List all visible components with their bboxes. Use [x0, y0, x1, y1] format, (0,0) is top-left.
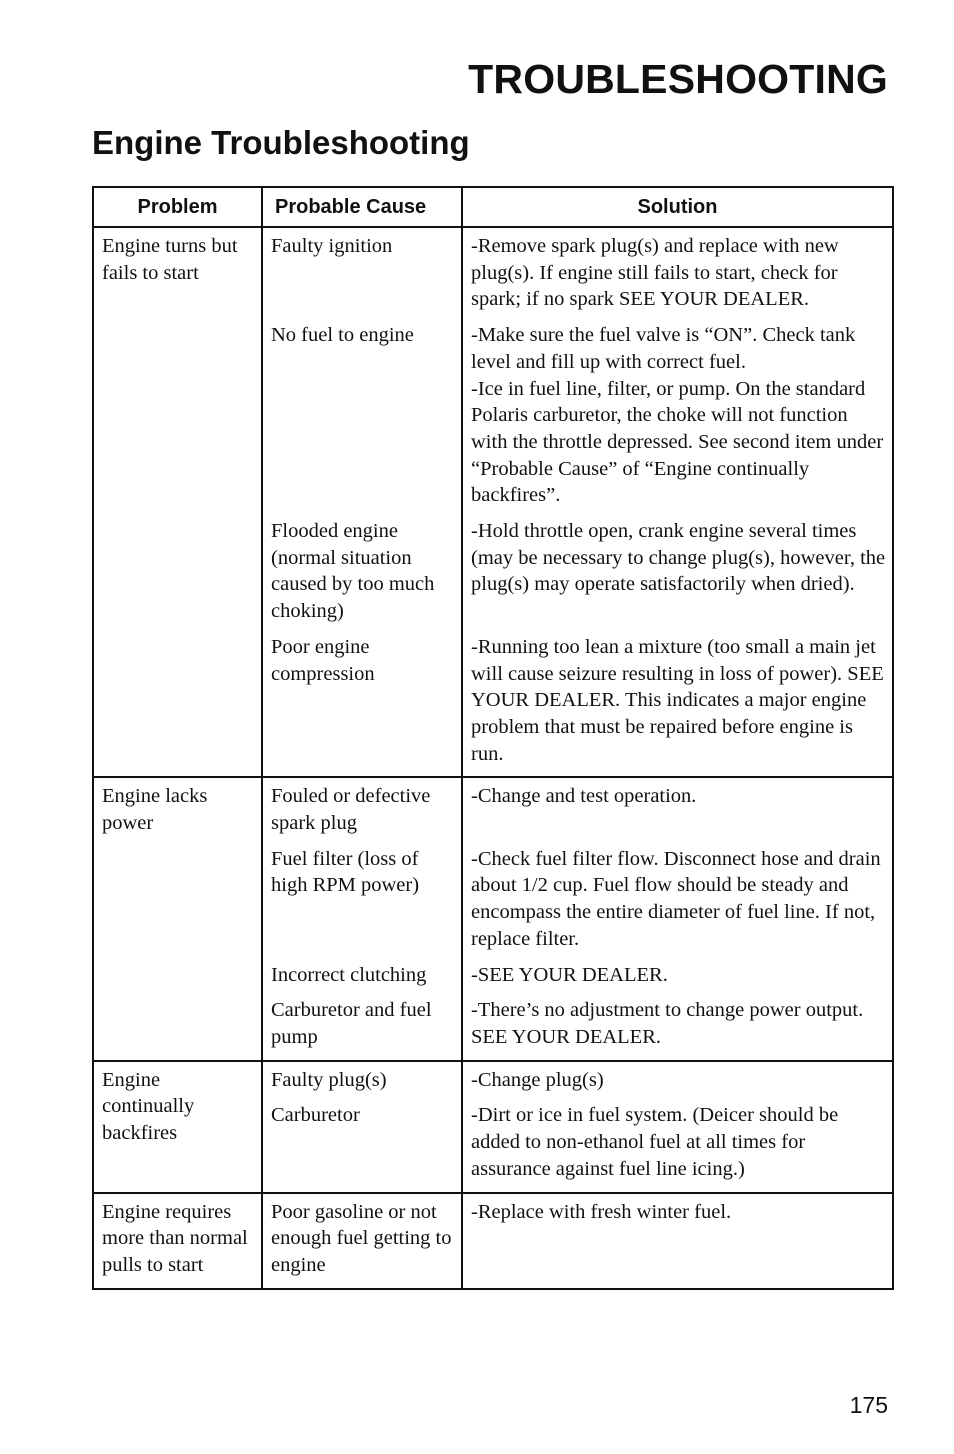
header-solution: Solution [462, 187, 893, 227]
solution-cell: -Dirt or ice in fuel system. (Deicer should be added to non-ethanol fuel at all times for assurance against fuel line icing.) [462, 1093, 893, 1192]
cause-cell: Carburetor [262, 1093, 462, 1192]
cause-cell: Flooded engine (normal situation caused by too much choking) [262, 509, 462, 625]
header-problem: Problem [93, 187, 262, 227]
cause-cell: Poor engine compression [262, 625, 462, 778]
cause-cell: Carburetor and fuel pump [262, 988, 462, 1060]
cause-cell: No fuel to engine [262, 313, 462, 509]
header-row [93, 187, 893, 227]
solution-cell: -SEE YOUR DEALER. [462, 953, 893, 989]
solution-cell: -Change plug(s) [462, 1061, 893, 1094]
solution-cell: -Make sure the fuel valve is “ON”. Check tank level and fill up with correct fuel. -Ice in fuel line, filter, or pump. On the standard Polaris carburetor, the choke will not function with the throttle depressed. See second item under “Probable Cause” of “Engine continually backfires”. [462, 313, 893, 509]
header-probable-cause: Probable Cause [262, 187, 462, 227]
cause-cell: Faulty plug(s) [262, 1061, 462, 1094]
cause-cell: Faulty ignition [262, 227, 462, 313]
solution-cell: -Change and test operation. [462, 777, 893, 836]
problem-cell: Engine turns but fails to start [93, 227, 262, 777]
cause-cell: Incorrect clutching [262, 953, 462, 989]
solution-cell: -Hold throttle open, crank engine several times (may be necessary to change plug(s), however, the plug(s) may operate satisfactorily when dried). [462, 509, 893, 625]
table-body [93, 227, 893, 1289]
page-header: TROUBLESHOOTING [468, 56, 888, 102]
page-number: 175 [849, 1392, 888, 1418]
cause-cell: Fouled or defective spark plug [262, 777, 462, 836]
table-row [93, 227, 893, 313]
troubleshooting-table [92, 186, 894, 1290]
cause-cell: Fuel filter (loss of high RPM power) [262, 837, 462, 953]
solution-cell: -Remove spark plug(s) and replace with new plug(s). If engine still fails to start, check for spark; if no spark SEE YOUR DEALER. [462, 227, 893, 313]
cause-cell: Poor gasoline or not enough fuel getting to engine [262, 1193, 462, 1289]
solution-cell: -Check fuel filter flow. Disconnect hose and drain about 1/2 cup. Fuel flow should be steady and encompass the entire diameter of fuel line. If not, replace filter. [462, 837, 893, 953]
solution-cell: -Running too lean a mixture (too small a main jet will cause seizure resulting in loss of power). SEE YOUR DEALER. This indicates a major engine problem that must be repaired before engine is run. [462, 625, 893, 778]
table-row [93, 777, 893, 836]
problem-cell: Engine lacks power [93, 777, 262, 1060]
solution-cell: -Replace with fresh winter fuel. [462, 1193, 893, 1289]
table-row [93, 1061, 893, 1094]
problem-cell: Engine requires more than normal pulls to start [93, 1193, 262, 1289]
table-row [93, 1193, 893, 1289]
solution-cell: -There’s no adjustment to change power output. SEE YOUR DEALER. [462, 988, 893, 1060]
table-header [93, 187, 893, 227]
problem-cell: Engine continually backfires [93, 1061, 262, 1193]
section-title: Engine Troubleshooting [92, 124, 470, 161]
